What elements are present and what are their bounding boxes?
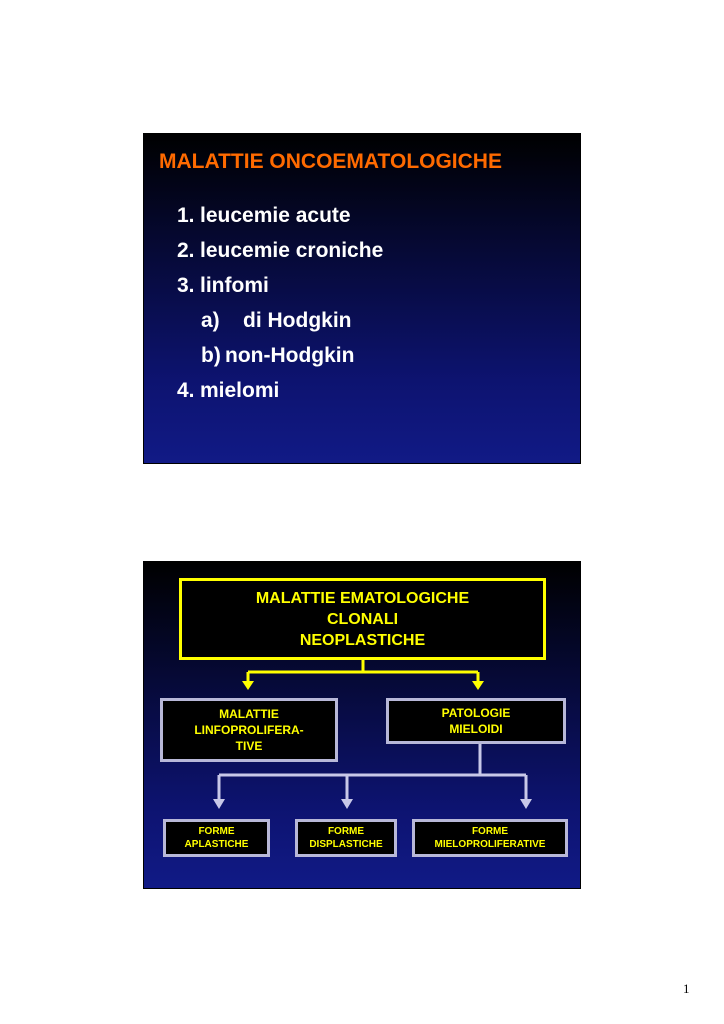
list-text: non-Hodgkin <box>225 344 355 367</box>
list-marker: a) <box>201 309 220 332</box>
arrow-down-icon <box>472 681 484 690</box>
list-item <box>177 233 383 268</box>
list-item <box>177 268 383 303</box>
linfoproliferative-box <box>160 698 338 762</box>
box-label: FORME MIELOPROLIFERATIVE <box>434 826 546 850</box>
list-item <box>177 198 383 233</box>
box-label: PATOLOGIE MIELOIDI <box>441 706 511 736</box>
list-marker: 4. <box>177 379 195 402</box>
list-text: leucemie croniche <box>200 239 384 262</box>
arrow-down-icon <box>242 681 254 690</box>
yellow-connectors <box>248 660 478 682</box>
arrow-down-icon <box>520 799 532 809</box>
slide-oncoematologiche <box>143 133 581 464</box>
list-marker: 2. <box>177 239 195 262</box>
displastiche-box <box>295 819 397 857</box>
disease-list <box>177 198 383 408</box>
page-number: 1 <box>683 981 690 996</box>
list-text: mielomi <box>200 379 280 402</box>
mieloproliferative-box <box>412 819 568 857</box>
list-text: linfomi <box>200 274 269 297</box>
arrow-down-icon <box>341 799 353 809</box>
list-text: di Hodgkin <box>243 309 352 332</box>
list-text: leucemie acute <box>200 204 351 227</box>
main-category-box <box>179 578 546 660</box>
sub-list-item <box>177 303 383 338</box>
slide-title: MALATTIE ONCOEMATOLOGICHE <box>159 150 502 173</box>
list-marker: b) <box>201 344 221 367</box>
box-label: FORME DISPLASTICHE <box>309 826 383 850</box>
box-label: MALATTIE EMATOLOGICHE CLONALI NEOPLASTICHE <box>255 589 470 649</box>
list-item <box>177 373 383 408</box>
box-label: MALATTIE LINFOPROLIFERA- TIVE <box>194 707 304 753</box>
aplastiche-box <box>163 819 270 857</box>
mieloidi-box <box>386 698 566 744</box>
sub-list-item <box>177 338 383 373</box>
list-marker: 1. <box>177 204 195 227</box>
box-label: FORME APLASTICHE <box>184 826 249 850</box>
slide-classification-diagram <box>143 561 581 889</box>
list-marker: 3. <box>177 274 195 297</box>
arrow-down-icon <box>213 799 225 809</box>
